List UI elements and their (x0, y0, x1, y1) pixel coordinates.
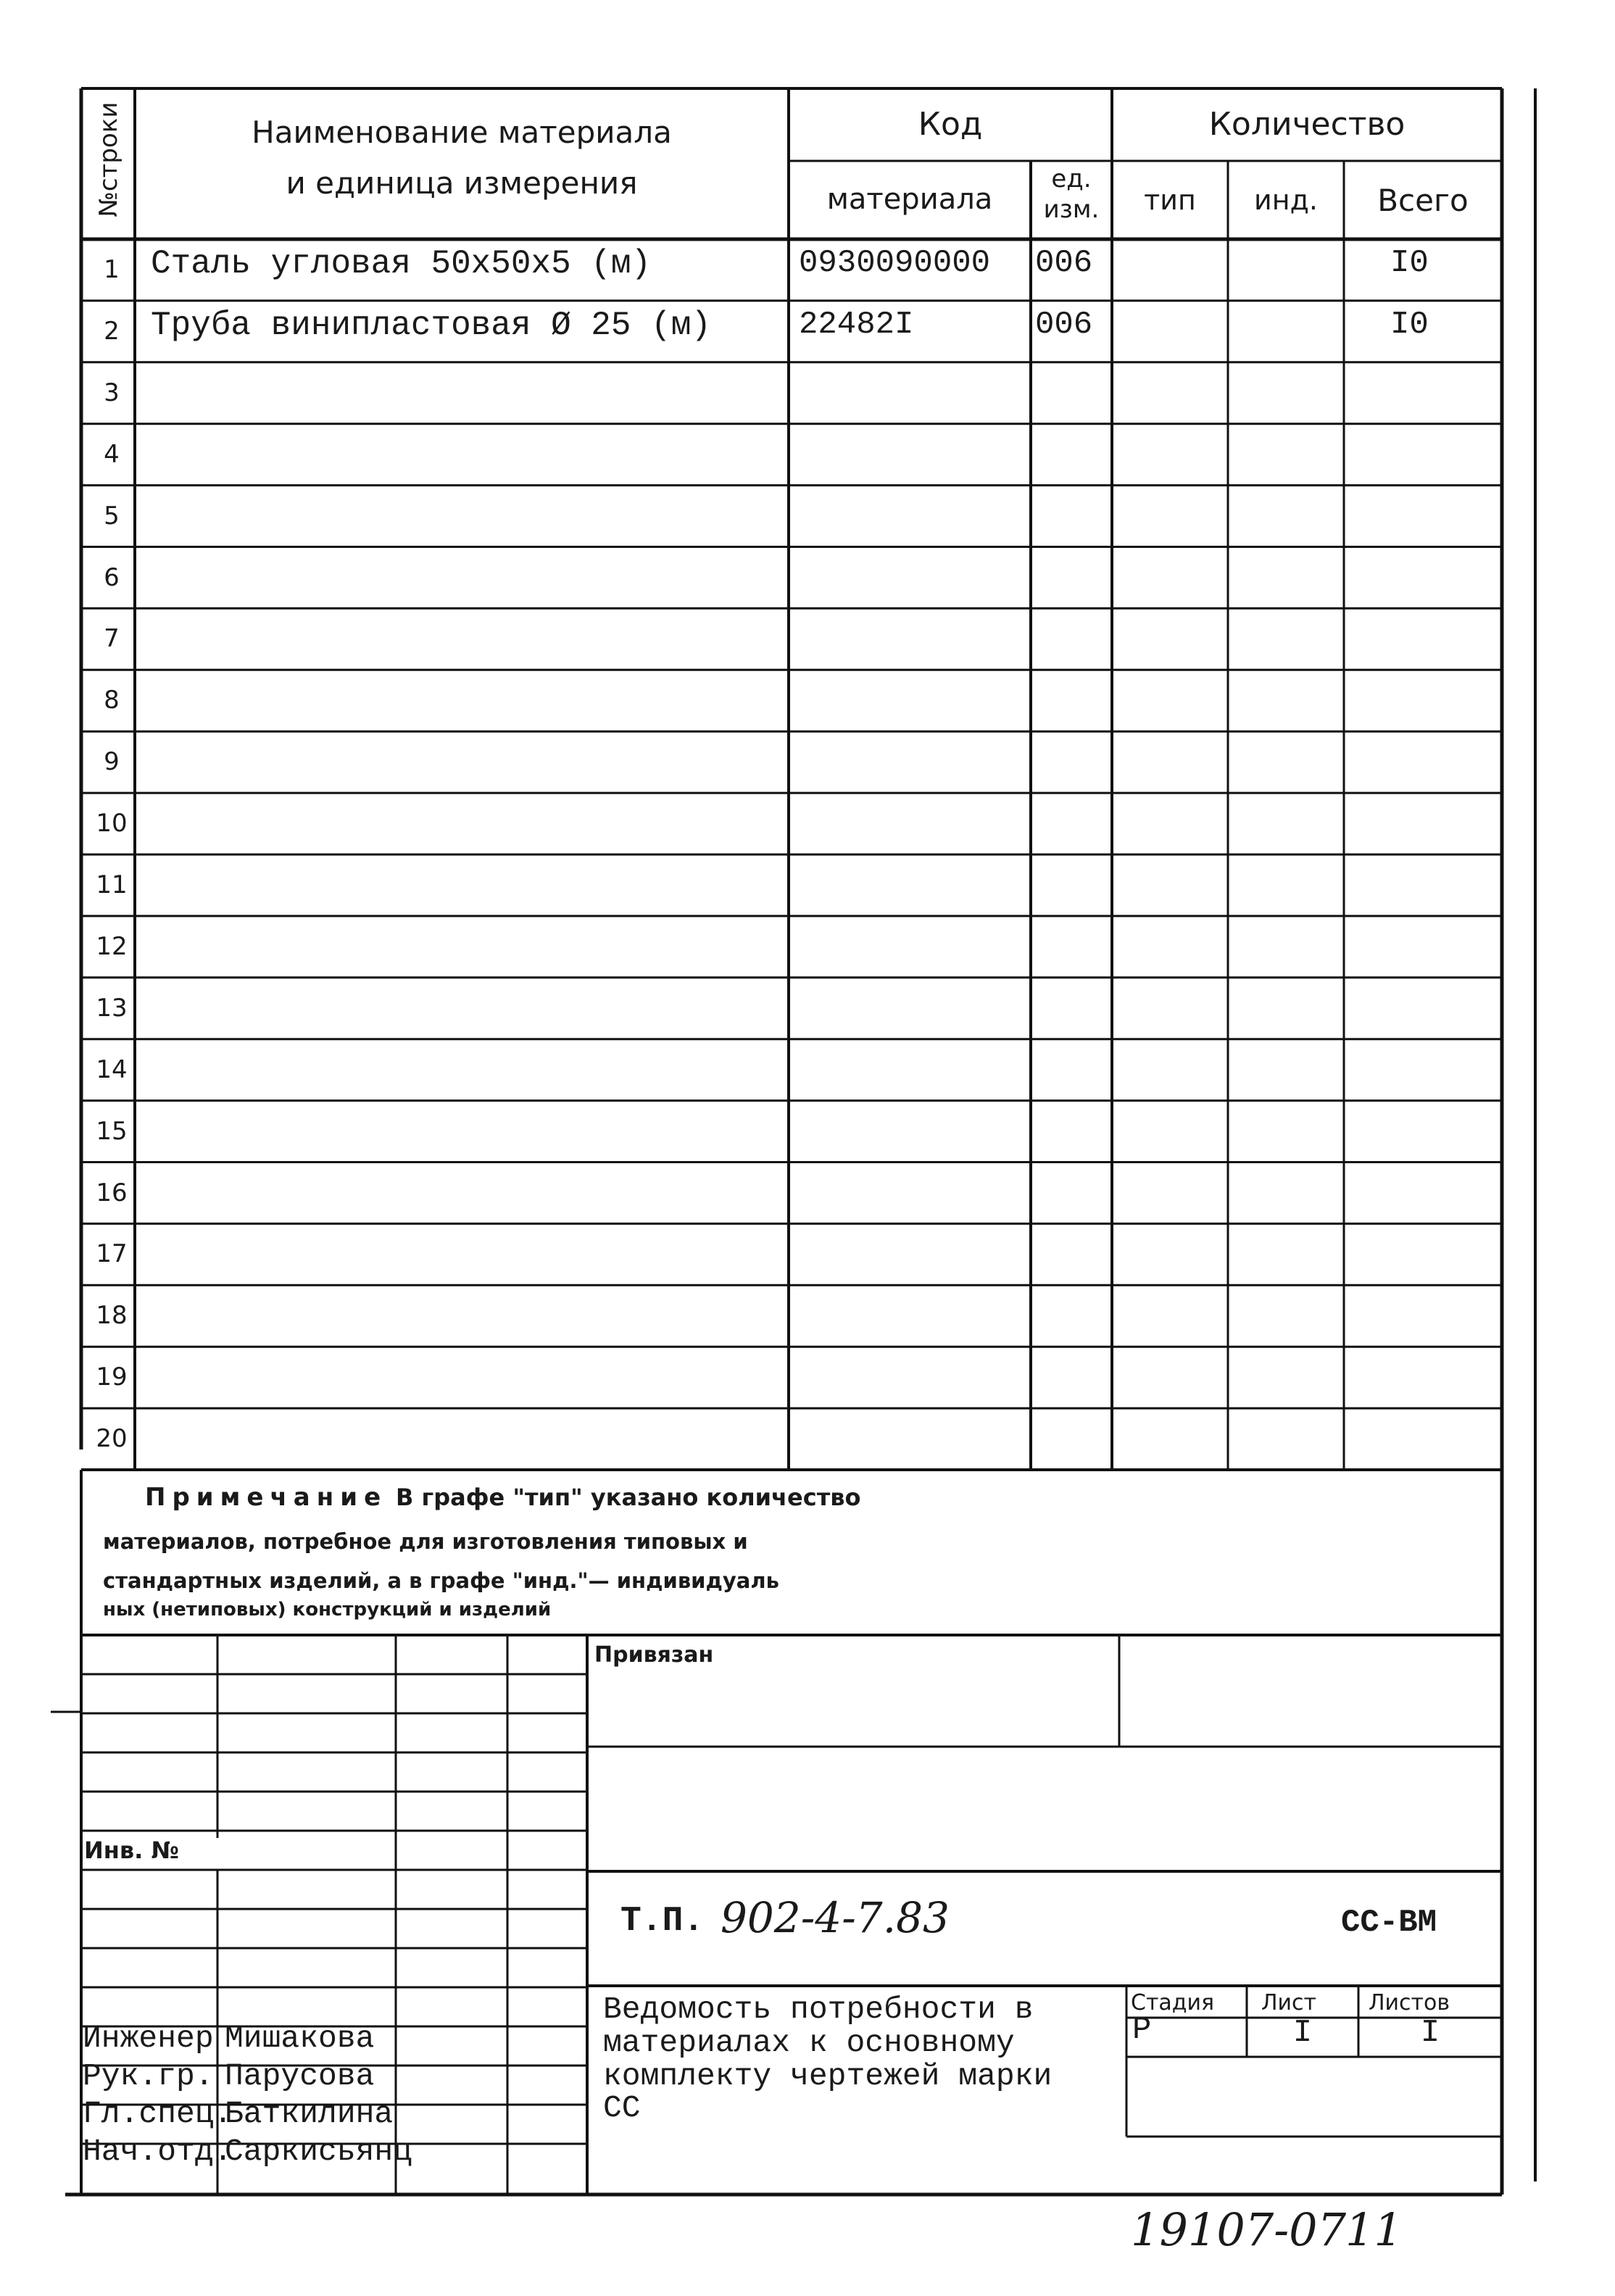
sheets-label: Листов (1369, 1990, 1450, 2016)
material-code: 0930090000 (799, 245, 991, 281)
row-number: 6 (104, 562, 120, 592)
footer-sheet-number: 11 (1345, 2203, 1403, 2256)
doc-mark: СС-ВМ (1341, 1905, 1437, 1941)
doc-prefix: Т.П. (620, 1902, 705, 1941)
row-number: 5 (104, 501, 120, 531)
row-number: 3 (104, 378, 120, 407)
doc-title-line3: комплекту чертежей марки (603, 2058, 1053, 2094)
qty-total: I0 (1390, 245, 1429, 281)
quantity-header: Количество (1208, 106, 1406, 143)
material-name: Труба винипластовая Ø 25 (м) (151, 306, 711, 344)
signer-role: Рук.гр. (83, 2058, 214, 2094)
sheet-label: Лист (1261, 1990, 1317, 2016)
note-line4: ных (нетиповых) конструкций и изделий (103, 1599, 552, 1621)
qty-total: I0 (1390, 306, 1429, 343)
signer-name: Мишакова (225, 2021, 375, 2056)
row-number: 1 (104, 255, 120, 284)
row-number: 14 (96, 1055, 128, 1084)
row-number: 13 (96, 993, 128, 1023)
qty-type-header: тип (1144, 184, 1196, 216)
qty-ind-header: инд. (1254, 184, 1318, 216)
doc-title-line1: Ведомость потребности в (603, 1992, 1034, 2027)
inventory-number-label: Инв. № (84, 1837, 179, 1864)
signer-name: Саркисьянц (225, 2134, 412, 2169)
row-number: 2 (104, 316, 120, 346)
note-label: Примечание (145, 1483, 388, 1512)
row-number: 11 (96, 870, 128, 899)
row-number: 9 (104, 747, 120, 777)
doc-number: 902-4-7.83 (721, 1893, 950, 1942)
material-code: 22482I (799, 306, 914, 343)
signer-role: Гл.спец. (83, 2096, 233, 2131)
name-header-line1: Наименование материала (252, 115, 672, 150)
row-number: 10 (96, 809, 128, 839)
signer-role: Инженер (83, 2021, 214, 2056)
note-line2: материалов, потребное для изготовления типовых и (103, 1529, 748, 1554)
row-number: 4 (104, 439, 120, 469)
qty-total-header: Всего (1377, 183, 1469, 218)
privyazan-label: Привязан (594, 1642, 714, 1668)
note-text: В графе "тип" указано количество (395, 1484, 861, 1511)
row-number: 8 (104, 686, 120, 715)
stage-label: Стадия (1131, 1990, 1215, 2016)
row-number: 12 (96, 931, 128, 961)
row-number: 18 (96, 1301, 128, 1331)
note-line3: стандартных изделий, а в графе "инд."— индивидуаль (103, 1568, 779, 1593)
unit-code: 006 (1035, 306, 1093, 343)
name-header-line2: и единица измерения (286, 165, 638, 201)
signer-name: Баткилина (225, 2096, 394, 2131)
doc-title-line4: СС (603, 2090, 641, 2126)
sheets-value: I (1420, 2015, 1440, 2051)
row-number: 15 (96, 1116, 128, 1146)
row-number: 20 (96, 1424, 128, 1454)
unit-code: 006 (1035, 245, 1093, 281)
note-line1 (145, 1483, 860, 1512)
row-number: 17 (96, 1239, 128, 1269)
code-header: Код (918, 106, 983, 143)
code-material-header: материала (826, 183, 993, 216)
row-number: 16 (96, 1178, 128, 1207)
row-number: 7 (104, 624, 120, 654)
row-number-header: №строки (94, 101, 123, 217)
stage-value: Р (1132, 2012, 1152, 2048)
signer-name: Парусова (225, 2058, 375, 2094)
doc-title-line2: материалах к основному (603, 2025, 1015, 2060)
signer-role: Нач.отд. (83, 2134, 233, 2169)
sheet-value: I (1292, 2015, 1313, 2051)
footer-number: 19107-07 (1131, 2203, 1347, 2256)
code-unit-header: ед. изм. (1043, 165, 1100, 224)
material-name: Сталь угловая 50х50х5 (м) (151, 245, 652, 283)
row-number: 19 (96, 1363, 128, 1392)
